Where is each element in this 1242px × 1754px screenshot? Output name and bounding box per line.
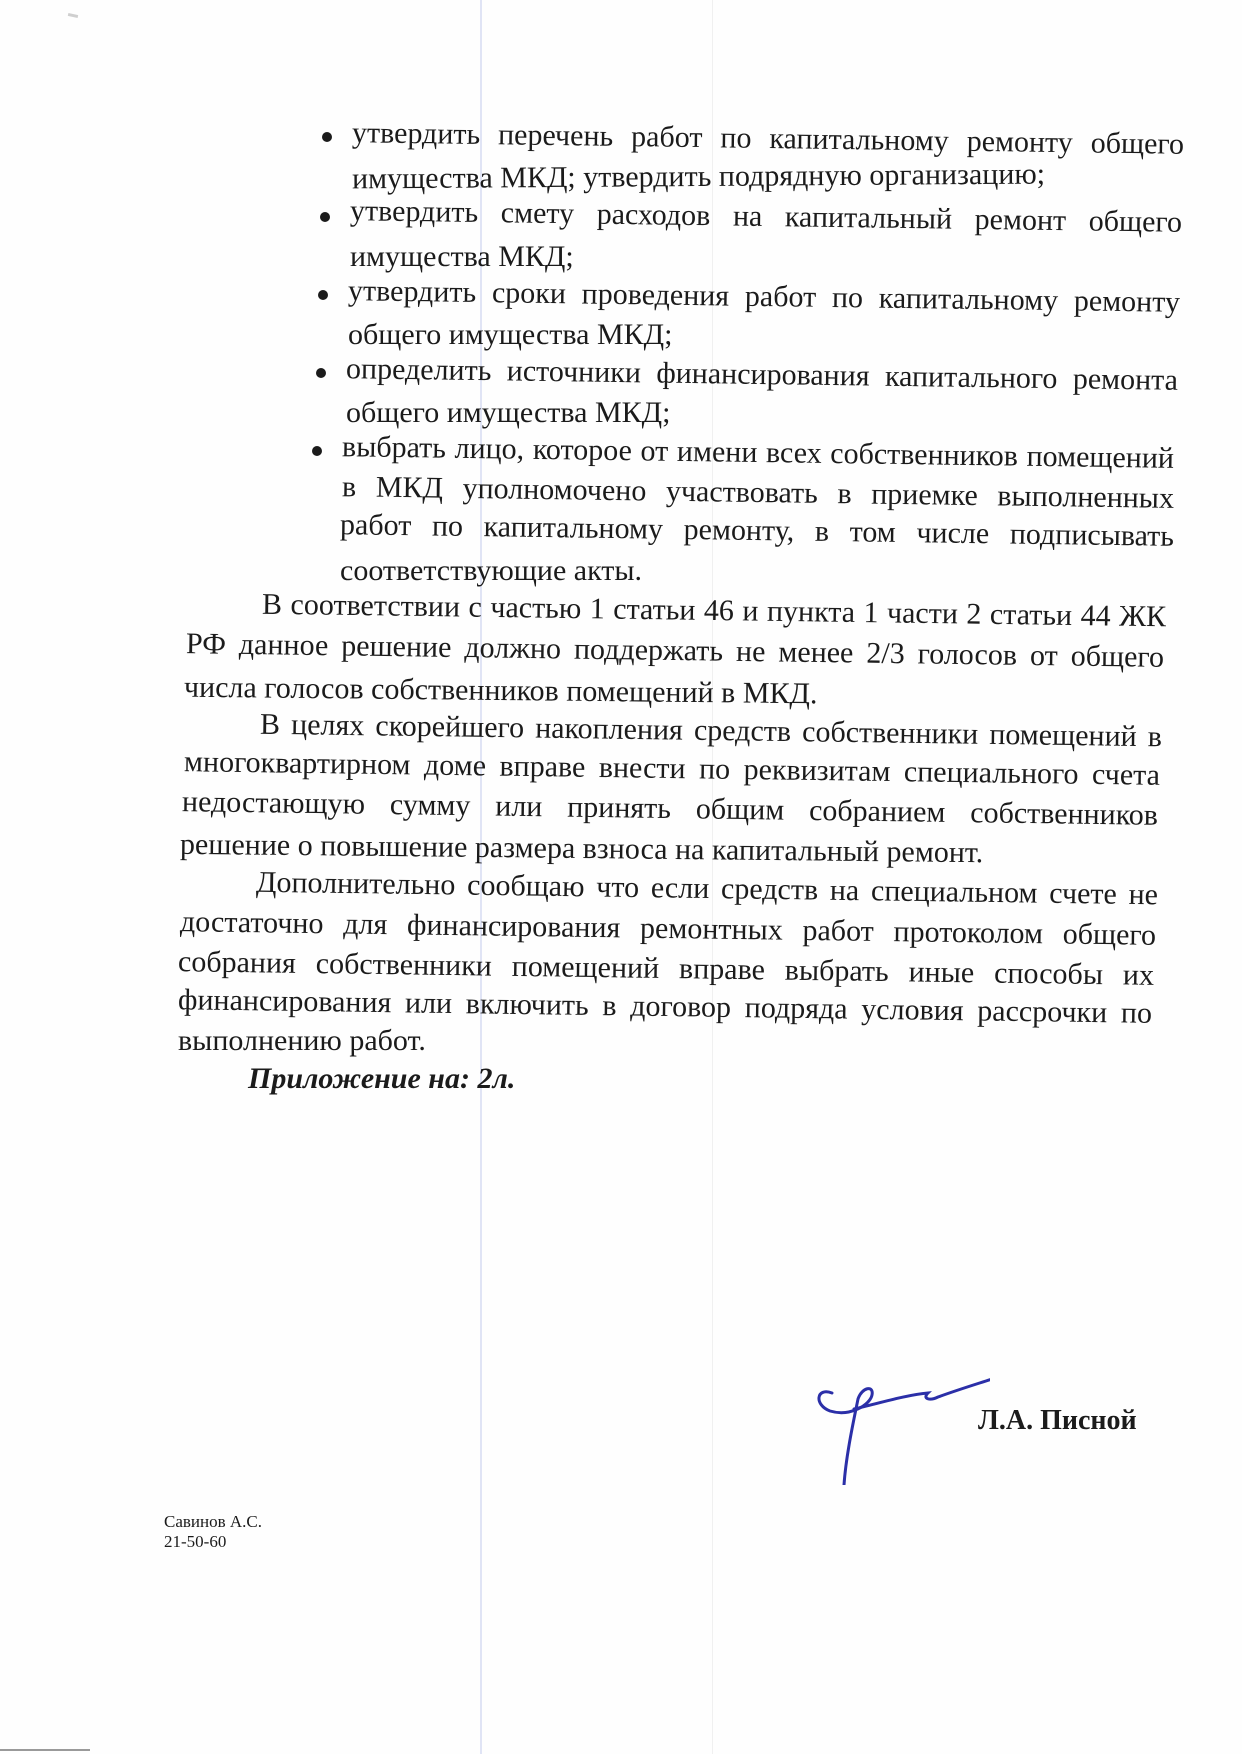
paragraph-2-line-1: В целях скорейшего накопления средств собственники помещений в bbox=[259, 707, 1163, 754]
paragraph-1-line-1: В соответствии с частью 1 статьи 46 и пункта 1 части 2 статьи 44 ЖК bbox=[261, 587, 1167, 634]
bullet-4-line-2: общего имущества МКД; bbox=[346, 396, 671, 429]
scan-speck bbox=[68, 13, 78, 18]
paragraph-3-line-4: финансирования или включить в договор подряда условия рассрочки по bbox=[177, 983, 1153, 1030]
bullet-5-line-4: соответствующие акты. bbox=[340, 554, 643, 587]
paragraph-1-line-2: РФ данное решение должно поддержать не менее 2/3 голосов от общего bbox=[185, 627, 1165, 674]
paragraph-3-line-5: выполнению работ. bbox=[178, 1024, 426, 1057]
bullet-2-line-1: утвердить смету расходов на капитальный ремонт общего bbox=[349, 194, 1183, 239]
bullet-5-line-3: работ по капитальному ремонту, в том числе подписывать bbox=[339, 508, 1175, 553]
paragraph-3-line-3: собрания собственники помещений вправе выбрать иные способы их bbox=[177, 945, 1155, 992]
paragraph-2-line-4: решение о повышение размера взноса на капитальный ремонт. bbox=[179, 827, 984, 870]
bullet-marker bbox=[312, 446, 322, 456]
bullet-marker bbox=[320, 212, 330, 222]
paragraph-2-line-3: недостающую сумму или принять общим собранием собственников bbox=[181, 785, 1159, 832]
executor-name: Савинов А.С. bbox=[164, 1512, 262, 1531]
bullet-2-line-2: имущества МКД; bbox=[350, 240, 574, 273]
paragraph-3-line-1: Дополнительно сообщаю что если средств на специальном счете не bbox=[255, 865, 1159, 912]
bullet-3-line-1: утвердить сроки проведения работ по капитальному ремонту bbox=[347, 274, 1181, 319]
paragraph-1-line-3: числа голосов собственников помещений в МКД. bbox=[183, 670, 818, 711]
attachment-note: Приложение на: 2л. bbox=[248, 1062, 516, 1095]
bullet-5-line-1: выбрать лицо, которое от имени всех собственников помещений bbox=[341, 430, 1175, 475]
signer-name: Л.А. Писной bbox=[978, 1405, 1137, 1436]
bullet-1-line-1: утвердить перечень работ по капитальному ремонту общего bbox=[351, 116, 1185, 161]
bullet-5-line-2: в МКД уполномочено участвовать в приемке выполненных bbox=[341, 470, 1175, 515]
bullet-1-line-2: имущества МКД; утвердить подрядную организацию; bbox=[351, 157, 1046, 196]
executor-phone: 21-50-60 bbox=[164, 1532, 227, 1551]
bullet-4-line-1: определить источники финансирования капитального ремонта bbox=[345, 352, 1179, 397]
bullet-marker bbox=[322, 132, 332, 142]
paragraph-2-line-2: многоквартирном доме вправе внести по реквизитам специального счета bbox=[183, 745, 1161, 792]
handwritten-signature bbox=[810, 1365, 990, 1485]
scan-edge-mark bbox=[0, 1749, 90, 1751]
bullet-marker bbox=[318, 290, 328, 300]
paragraph-3-line-2: достаточно для финансирования ремонтных работ протоколом общего bbox=[179, 905, 1157, 952]
bullet-marker bbox=[316, 368, 326, 378]
bullet-3-line-2: общего имущества МКД; bbox=[348, 318, 673, 351]
